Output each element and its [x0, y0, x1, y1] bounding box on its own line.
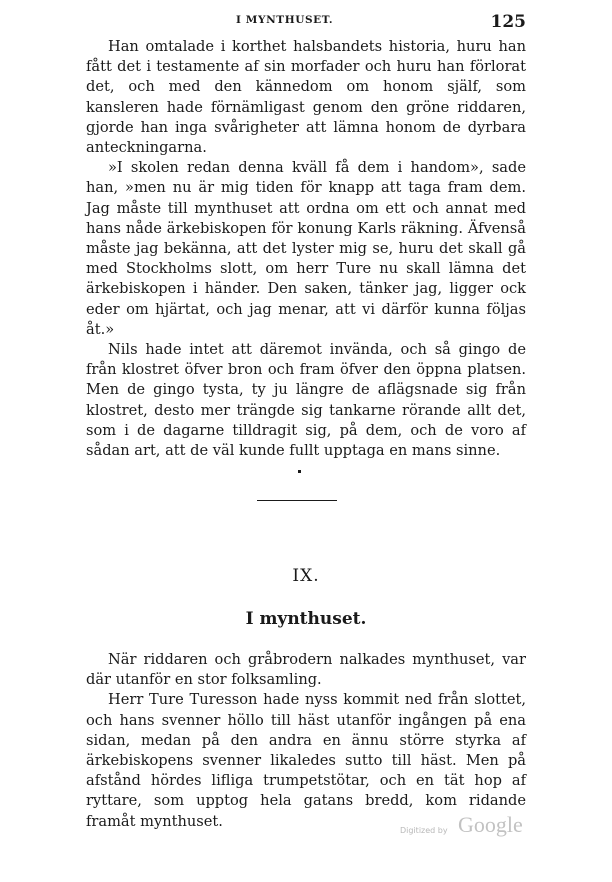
paragraph: När riddaren och gråbrodern nalkades mynthuset, var där utanför en stor folksamling.: [86, 651, 526, 689]
google-logo: Google: [458, 812, 523, 837]
chapter-title: I mynthuset.: [245, 609, 367, 629]
page-number: 125: [490, 12, 526, 32]
chapter-number: IX.: [292, 566, 320, 586]
chapter-divider-rule: [257, 500, 337, 501]
paragraph: Nils hade intet att däremot invända, och så gingo de från klostret öfver bron och fram öfver den öppna platsen. Men de gingo tysta, ty ju längre de aflägsnade sig från klostret, desto mer trängde sig tankarne rörande allt det, som i de dagarne tilldragit sig, på dem, och de voro af sådan art, att de väl kunde fullt upptaga en mans sinne.: [86, 341, 526, 460]
running-head: [86, 12, 526, 32]
digitization-watermark: [400, 812, 540, 842]
divider-dot: [298, 470, 301, 473]
text-block-chapter: [86, 650, 526, 832]
text-block-top: [86, 37, 526, 461]
watermark-caption: Digitized by: [400, 826, 448, 835]
paragraph: »I skolen redan denna kväll få dem i handom», sade han, »men nu är mig tiden för knapp att taga fram dem. Jag måste till mynthuset att ordna om ett och annat med hans nåde ärkebiskopen för konung Karls räkning. Äfvenså måste jag bekänna, att det lyster mig se, huru det skall gå med Stockholms slott, om herr Ture nu skall lämna det ärkebiskopen i händer. Den saken, tänker jag, ligger ock eder om hjärtat, och jag menar, att vi därför kunna följas åt.»: [86, 159, 526, 338]
paragraph: Herr Ture Turesson hade nyss kommit ned från slottet, och hans svenner höllo till häst utanför ingången på ena sidan, medan på den andra en ännu större styrka af ärkebiskopens svenner likaledes sutto till häst. Men på afstånd hördes lifliga trumpetstötar, och en tät hop af ryttare, som upptog hela gatans bredd, kom ridande framåt mynthuset.: [86, 691, 526, 830]
running-title: I MYNTHUSET.: [236, 14, 334, 26]
paragraph: Han omtalade i korthet halsbandets historia, huru han fått det i testamente af sin morfader och huru han förlorat det, och med den kännedom om honom själf, som kansleren hade förnämligast genom den gröne riddaren, gjorde han inga svårigheter att lämna honom de dyrbara anteckningarna.: [86, 38, 526, 157]
